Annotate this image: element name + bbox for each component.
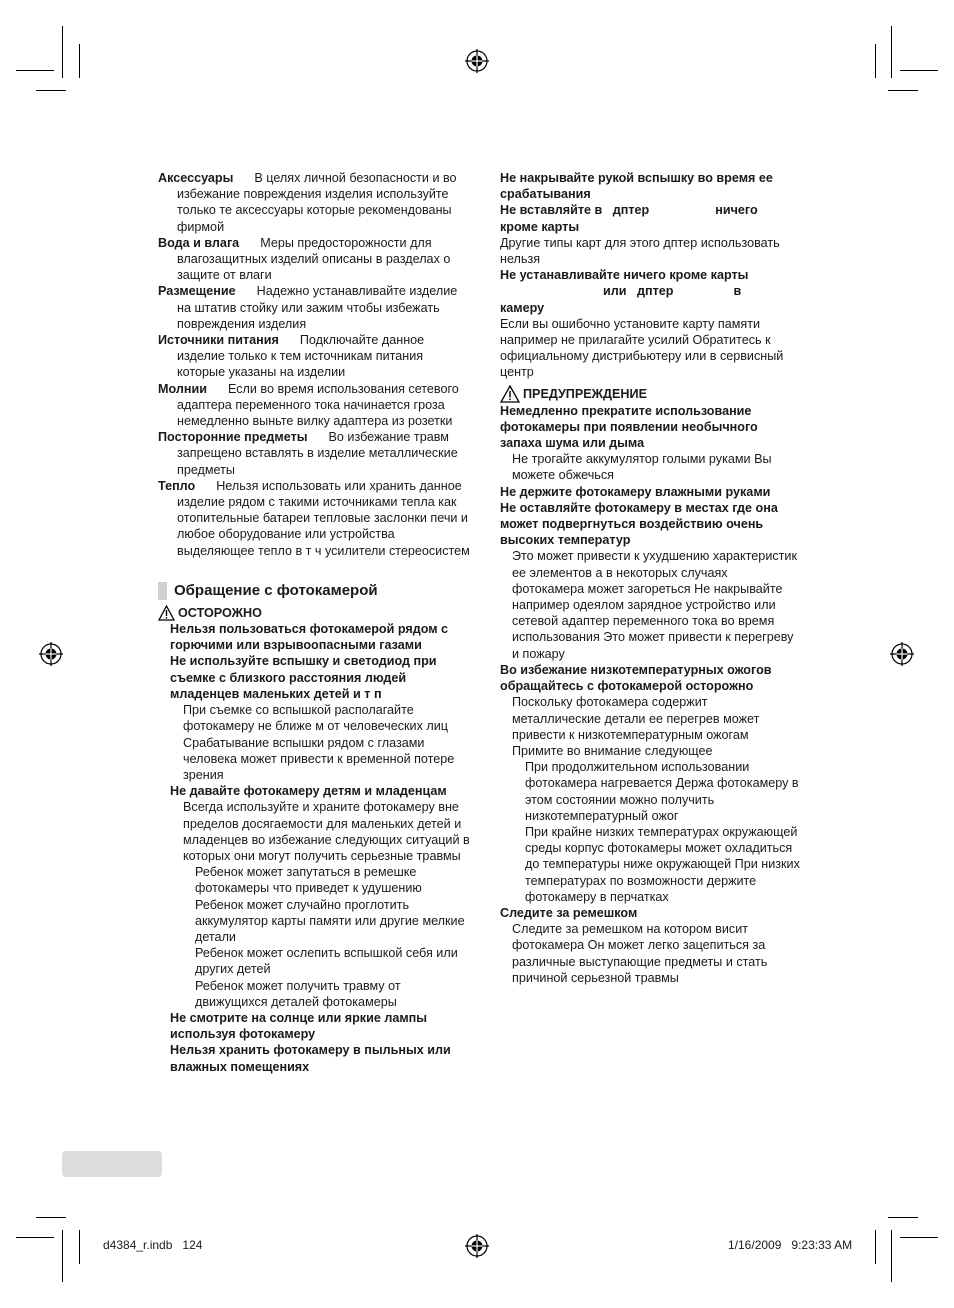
caution-detail: Если вы ошибочно установите карту памяти например не прилагайте усилий Обратитесь к официальному дистрибьютеру или в сервисный центр <box>500 316 784 380</box>
entry-term: Источники питания <box>158 333 279 348</box>
caution-item: Не давайте фотокамеру детям и младенцам <box>170 784 447 799</box>
warning-heading <box>500 385 800 403</box>
caution-item: Нельзя хранить фотокамеру в пыльных или влажных помещениях <box>170 1043 451 1074</box>
entry-foreign-objects <box>158 429 470 478</box>
crop-mark <box>875 44 876 78</box>
caution-subitem: Ребенок может получить травму от движущихся деталей фотокамеры <box>195 978 401 1009</box>
entry-text: Надежно устанавливайте изделие на штатив стойку или зажим чтобы избежать повреждения изделия <box>177 284 458 331</box>
caution-detail: Другие типы карт для этого дптер использовать нельзя <box>500 235 780 267</box>
entry-heat <box>158 478 470 559</box>
caution-subitem: Ребенок может запутаться в ремешке фотокамеры что приведет к удушению <box>195 865 422 896</box>
warning-item: Не оставляйте фотокамеру в местах где она может подвергнуться воздействию очень высоких температур <box>500 500 778 548</box>
caution-subitem: Ребенок может случайно проглотить аккумулятор карты памяти или другие мелкие детали <box>195 897 465 944</box>
footer-time: 9:23:33 AM <box>791 1238 853 1252</box>
text-fragment: или <box>603 284 627 299</box>
entry-water <box>158 235 470 284</box>
warning-item: Не держите фотокамеру влажными руками <box>500 484 771 499</box>
caution-item: Не накрывайте рукой вспышку во время ее срабатывания <box>500 171 773 202</box>
footer-page: 124 <box>182 1238 203 1252</box>
crop-mark <box>891 26 892 78</box>
text-fragment: камеру <box>500 300 545 315</box>
entry-power <box>158 332 470 381</box>
entry-text: Подключайте данное изделие только к тем источникам питания которые указаны на изделии <box>177 333 425 380</box>
text-fragment: дптер <box>636 284 674 299</box>
entry-term: Аксессуары <box>158 171 234 185</box>
crop-mark <box>36 1217 66 1218</box>
warning-detail: Поскольку фотокамера содержит металлические детали ее перегрев может привести к низкотемпературным ожогам Примите во внимание следующее <box>512 695 760 758</box>
section-title: Обращение с фотокамерой <box>174 581 378 599</box>
section-bar <box>158 582 167 600</box>
crop-mark <box>79 44 80 78</box>
crop-mark <box>888 1217 918 1218</box>
caution-item <box>500 202 800 234</box>
text-fragment: в <box>733 284 742 299</box>
caution-item: Нельзя пользоваться фотокамерой рядом с горючими или взрывоопасными газами <box>170 622 449 653</box>
entry-lightning <box>158 381 470 430</box>
warning-detail: Это может привести к ухудшению характеристик ее элементов а в некоторых случаях фотокамера может загореться Не накрывайте например одеялом зарядное устройство или сетевой адаптер переменного тока во время использования Это может привести к перегреву и пожару <box>512 549 797 661</box>
text-fragment: дптер <box>612 203 650 218</box>
footer-filename: d4384_r.indb <box>103 1238 173 1252</box>
warning-detail: Не трогайте аккумулятор голыми руками Вы можете обжечься <box>512 452 772 483</box>
text-fragment: Не вставляйте в <box>500 203 603 218</box>
entry-term: Вода и влага <box>158 235 240 250</box>
warning-item: Следите за ремешком <box>500 905 638 920</box>
caution-item: Не используйте вспышку и светодиод при съемке с близкого расстояния людей младенцев маленьких детей и т п <box>170 654 437 701</box>
crop-mark <box>875 1230 876 1264</box>
entry-term: Молнии <box>158 381 207 396</box>
registration-mark-icon <box>890 642 914 666</box>
crop-mark <box>900 70 938 71</box>
warning-detail: Следите за ремешком на котором висит фотокамера Он может легко зацепиться за различные выступающие предметы и стать причиной серьезной травмы <box>512 922 768 985</box>
crop-mark <box>888 90 918 91</box>
warning-subitem: При крайне низких температурах окружающей среды корпус фотокамеры может охладиться до температуры ниже окружающей При низких температурах по возможности держите фотокамеру в перчатках <box>525 824 800 904</box>
footer-date: 1/16/2009 <box>728 1238 782 1252</box>
entry-placement <box>158 283 470 332</box>
entry-text: Если во время использования сетевого адаптера переменного тока начинается гроза немедленно выньте вилку адаптера из розетки <box>177 381 459 429</box>
caution-subitem: Ребенок может ослепить вспышкой себя или других детей <box>195 946 458 977</box>
crop-mark <box>79 1230 80 1264</box>
caution-heading <box>158 605 470 621</box>
caution-detail: Всегда используйте и храните фотокамеру вне пределов досягаемости для маленьких детей и младенцев во избежание следующих ситуаций в которых они могут получить серьезные травмы <box>183 800 470 863</box>
warning-subitem: При продолжительном использовании фотокамера нагревается Держа фотокамеру в этом состоянии можно получить низкотемпературный ожог <box>525 760 799 823</box>
entry-term: Тепло <box>158 478 196 493</box>
registration-mark-icon <box>39 642 63 666</box>
text-fragment: Не устанавливайте ничего кроме карты <box>500 268 749 283</box>
registration-mark-icon <box>465 49 489 73</box>
warning-item: Во избежание низкотемпературных ожогов обращайтесь с фотокамерой осторожно <box>500 662 772 694</box>
warning-item: Немедленно прекратите использование фотокамеры при появлении необычного запаха шума или дыма <box>500 403 758 451</box>
caution-detail: При съемке со вспышкой располагайте фотокамеру не ближе м от человеческих лиц Срабатывание вспышки рядом с глазами человека может привести к временной потере зрения <box>183 703 455 782</box>
caution-label: ОСТОРОЖНО <box>178 605 262 620</box>
crop-mark <box>62 1230 63 1282</box>
text-fragment: ничего <box>715 203 758 218</box>
crop-mark <box>16 70 54 71</box>
footer-file <box>103 1238 202 1252</box>
entry-term: Посторонние предметы <box>158 430 308 445</box>
entry-text: Нельзя использовать или хранить данное изделие рядом с такими источниками тепла как отопительные батареи тепловые заслонки печи и любое оборудование или устройства выделяющее тепло в т ч усилители стереосистем <box>177 478 470 558</box>
entry-accessories <box>158 170 470 235</box>
footer-timestamp <box>728 1238 852 1252</box>
caution-item: Не смотрите на солнце или яркие лампы используя фотокамеру <box>170 1010 428 1042</box>
entry-text: Меры предосторожности для влагозащитных изделий описаны в разделах о защите от влаги <box>177 235 451 283</box>
page-number-tab <box>62 1151 162 1177</box>
left-column <box>158 170 470 1075</box>
right-column <box>500 170 800 986</box>
crop-mark <box>62 26 63 78</box>
caution-item <box>500 267 800 316</box>
crop-mark <box>891 1230 892 1282</box>
entry-text: В целях личной безопасности и во избежание повреждения изделия используйте только те аксессуары которые рекомендованы фирмой <box>177 171 457 234</box>
entry-text: Во избежание травм запрещено вставлять в изделие металлические предметы <box>177 430 458 477</box>
text-fragment: кроме карты <box>500 219 580 234</box>
registration-mark-icon <box>465 1234 489 1258</box>
crop-mark <box>16 1237 54 1238</box>
warning-triangle-icon <box>158 605 175 621</box>
crop-mark <box>36 90 66 91</box>
entry-term: Размещение <box>158 284 236 299</box>
warning-label: ПРЕДУПРЕЖДЕНИЕ <box>523 387 647 402</box>
section-heading <box>158 581 470 601</box>
warning-triangle-icon <box>500 385 520 403</box>
crop-mark <box>900 1237 938 1238</box>
